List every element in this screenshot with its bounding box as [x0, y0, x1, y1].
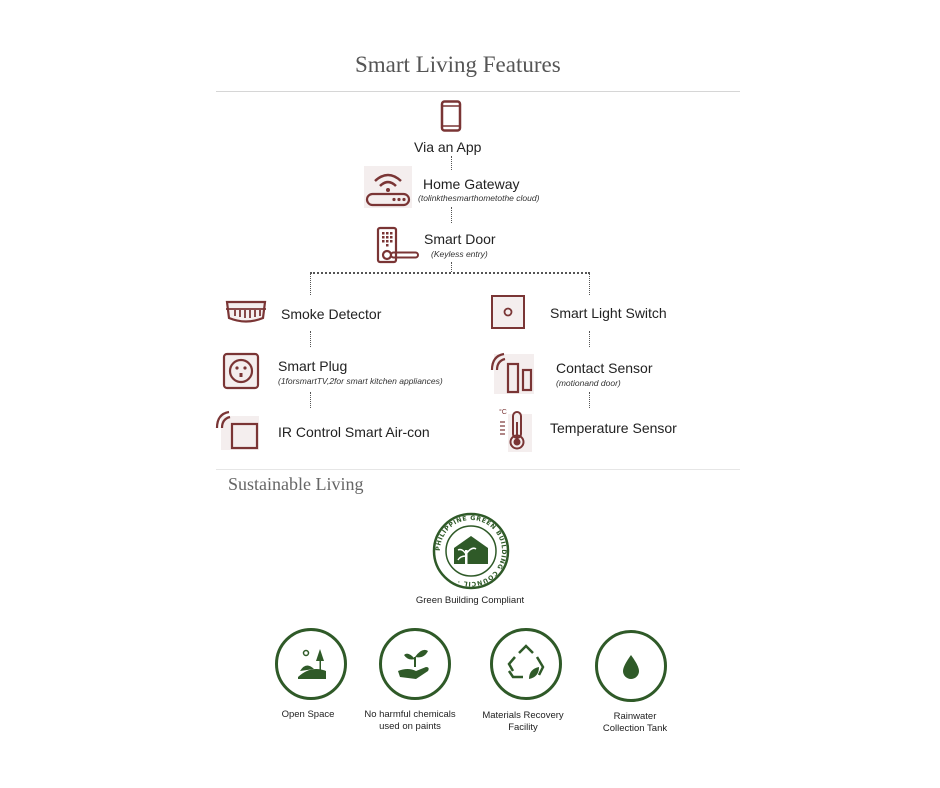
connector [451, 207, 452, 223]
recovery-circle [490, 628, 562, 700]
open-space-label: Open Space [281, 709, 335, 720]
section-divider [216, 469, 740, 470]
celsius-label: °C [499, 409, 507, 416]
ir-control-icon [213, 406, 261, 450]
connector [589, 273, 590, 295]
connector [451, 262, 452, 272]
connector [310, 331, 311, 347]
landscape-icon [278, 631, 344, 697]
smoke-detector-icon [222, 298, 270, 328]
connector [589, 331, 590, 347]
temp-label: Temperature Sensor [550, 420, 677, 436]
light-label: Smart Light Switch [550, 305, 667, 321]
plug-label: Smart Plug [278, 358, 348, 374]
hand-plant-icon [382, 631, 448, 697]
recovery-label: Materials Recovery Facility [482, 710, 564, 733]
light-switch-icon [490, 294, 526, 330]
keypad-lock-icon [376, 226, 420, 266]
app-label: Via an App [414, 139, 482, 155]
branch-connector [310, 272, 590, 274]
water-drop-icon [598, 633, 664, 699]
connector [589, 392, 590, 408]
gateway-label: Home Gateway [423, 176, 520, 192]
rainwater-circle [595, 630, 667, 702]
door-sub: (Keyless entry) [431, 249, 488, 259]
recycle-icon [493, 631, 559, 697]
contact-sub: (motionand door) [556, 378, 621, 388]
plug-icon [222, 352, 260, 390]
no-chemicals-circle [379, 628, 451, 700]
connector [451, 156, 452, 170]
title-divider [216, 91, 740, 92]
section-title: Sustainable Living [228, 474, 364, 494]
smoke-label: Smoke Detector [281, 306, 382, 322]
door-label: Smart Door [424, 231, 496, 247]
thermometer-icon [498, 408, 534, 452]
svg-text:PHILIPPINE GREEN BUILDING COUN: PHILIPPINE GREEN BUILDING COUNCIL · [434, 514, 508, 588]
gateway-sub: (tolinkthesmarthometothe cloud) [418, 193, 540, 203]
no-chemicals-label: No harmful chemicals used on paints [364, 709, 456, 732]
green-building-label: Green Building Compliant [415, 595, 525, 606]
green-building-council-seal [432, 512, 510, 590]
smartphone-icon [440, 100, 462, 132]
rainwater-label: Rainwater Collection Tank [602, 711, 668, 734]
open-space-circle [275, 628, 347, 700]
page-title: Smart Living Features [355, 52, 561, 77]
contact-sensor-icon [488, 348, 536, 394]
connector [310, 273, 311, 295]
plug-sub: (1forsmartTV,2for smart kitchen appliances) [278, 376, 443, 386]
ir-label: IR Control Smart Air-con [278, 424, 430, 440]
connector [310, 392, 311, 408]
router-icon [364, 166, 412, 208]
contact-label: Contact Sensor [556, 360, 653, 376]
